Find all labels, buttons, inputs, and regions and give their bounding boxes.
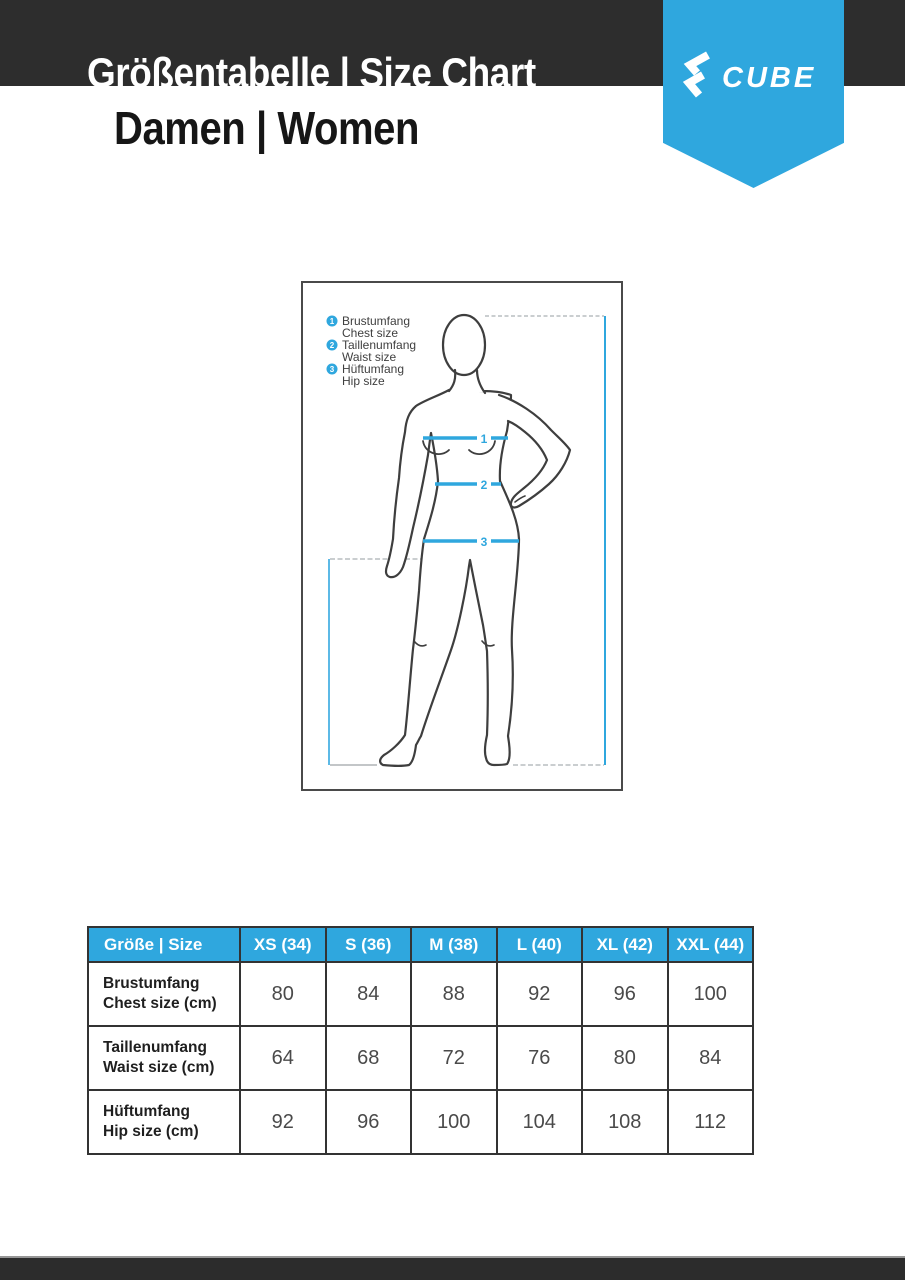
size-diagram-svg (303, 283, 621, 789)
size-table (87, 926, 754, 1155)
cell-chest-xxl: 100 (668, 962, 754, 1026)
legend-en-1: Chest size (342, 326, 399, 340)
row-label-hip-en: Hip size (cm) (103, 1123, 199, 1140)
row-label-waist-en: Waist size (cm) (103, 1059, 215, 1076)
table-row-hip (88, 1090, 753, 1154)
col-header-size: Größe | Size (88, 927, 240, 962)
cell-hip-s: 96 (326, 1090, 412, 1154)
col-header-xl: XL (42) (582, 927, 668, 962)
cell-hip-xs: 92 (240, 1090, 326, 1154)
row-label-chest (88, 962, 240, 1026)
legend-de-3: Hüftumfang (342, 362, 405, 376)
row-label-chest-de: Brustumfang (103, 974, 200, 992)
cell-hip-xxl: 112 (668, 1090, 754, 1154)
cell-waist-m: 72 (411, 1026, 497, 1090)
cube-logo (677, 50, 831, 98)
page-title: Größentabelle | Size Chart (87, 49, 536, 96)
cell-waist-xs: 64 (240, 1026, 326, 1090)
cube-logo-text: CUBE (722, 62, 817, 94)
cell-waist-l: 76 (497, 1026, 583, 1090)
brand-ribbon (663, 0, 844, 188)
row-label-waist-de: Taillenumfang (103, 1038, 207, 1056)
col-header-l: L (40) (497, 927, 583, 962)
hip-line-label: 3 (480, 535, 488, 549)
table-header-row (88, 927, 753, 962)
legend-num-1: 1 (329, 317, 335, 326)
cell-waist-xxl: 84 (668, 1026, 754, 1090)
legend-de-2: Taillenumfang (342, 338, 417, 352)
row-label-chest-en: Chest size (cm) (103, 995, 217, 1012)
page-subtitle: Damen | Women (114, 102, 420, 154)
legend-en-2: Waist size (342, 350, 397, 364)
cell-waist-xl: 80 (582, 1026, 668, 1090)
cell-chest-m: 88 (411, 962, 497, 1026)
legend-de-1: Brustumfang (342, 314, 411, 328)
diagram-legend (327, 314, 417, 388)
col-header-xs: XS (34) (240, 927, 326, 962)
cell-chest-l: 92 (497, 962, 583, 1026)
chest-line-label: 1 (480, 432, 488, 446)
legend-num-2: 2 (329, 341, 335, 350)
col-header-m: M (38) (411, 927, 497, 962)
cell-chest-xl: 96 (582, 962, 668, 1026)
col-header-xxl: XXL (44) (668, 927, 754, 962)
legend-en-3: Hip size (342, 374, 385, 388)
cell-chest-xs: 80 (240, 962, 326, 1026)
cell-hip-xl: 108 (582, 1090, 668, 1154)
table-row-chest (88, 962, 753, 1026)
cell-chest-s: 84 (326, 962, 412, 1026)
legend-num-3: 3 (329, 365, 335, 374)
row-label-hip (88, 1090, 240, 1154)
row-label-waist (88, 1026, 240, 1090)
col-header-s: S (36) (326, 927, 412, 962)
cell-waist-s: 68 (326, 1026, 412, 1090)
cell-hip-m: 100 (411, 1090, 497, 1154)
row-label-hip-de: Hüftumfang (103, 1102, 190, 1120)
table-row-waist (88, 1026, 753, 1090)
waist-line-label: 2 (480, 478, 488, 492)
footer-bar (0, 1256, 905, 1280)
cube-logo-icon (689, 55, 708, 95)
size-diagram (301, 281, 623, 791)
cell-hip-l: 104 (497, 1090, 583, 1154)
